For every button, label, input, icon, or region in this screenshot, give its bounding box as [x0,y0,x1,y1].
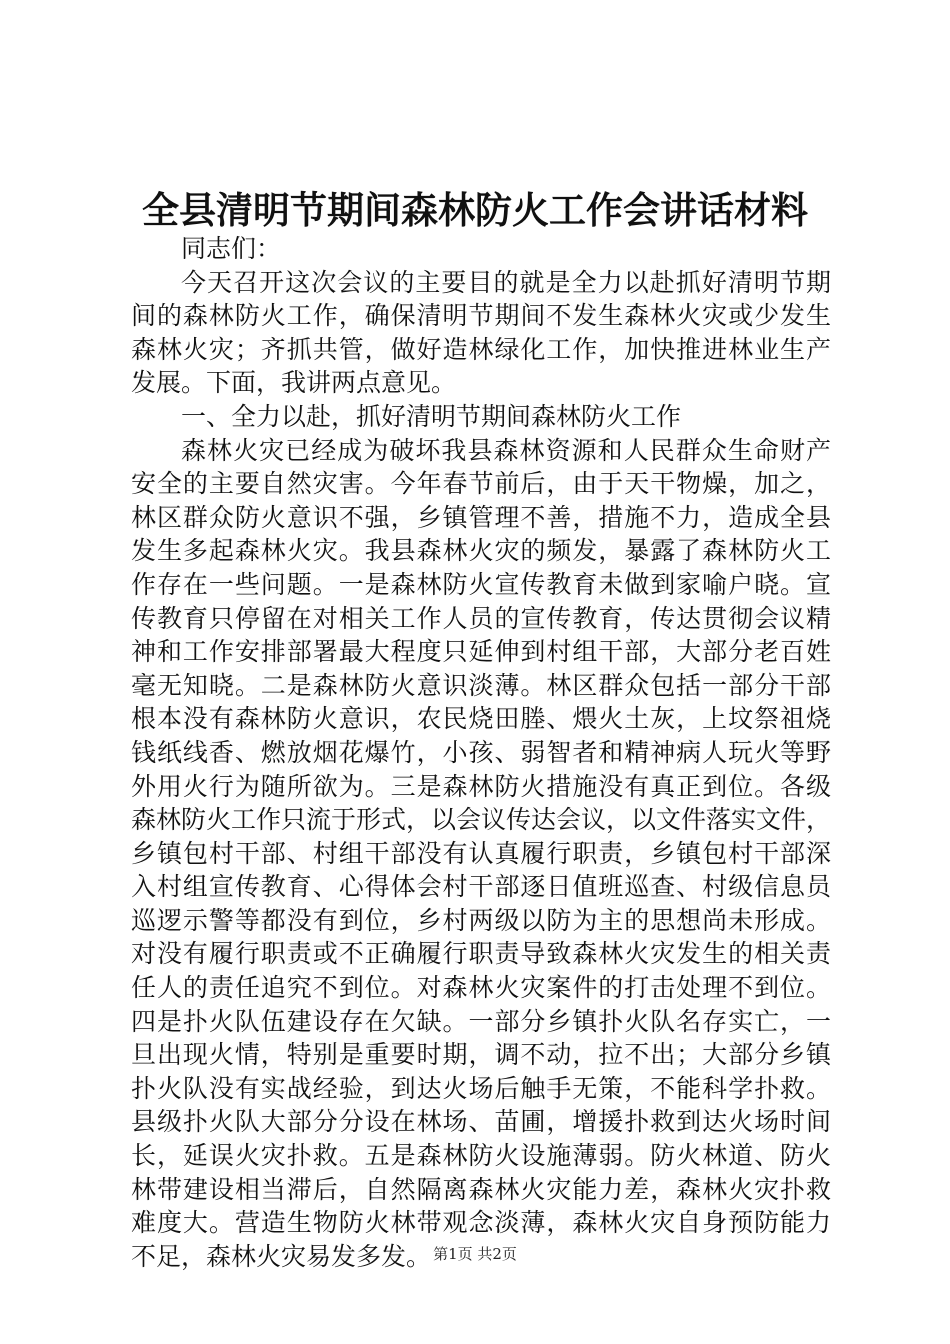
text-line: 四是扑火队伍建设存在欠缺。一部分乡镇扑火队名存实亡，一 [131,1006,831,1036]
text-line: 神和工作安排部署最大程度只延伸到村组干部，大部分老百姓 [131,637,831,667]
text-line: 传教育只停留在对相关工作人员的宣传教育，传达贯彻会议精 [131,603,831,633]
text-line: 扑火队没有实战经验，到达火场后触手无策，不能科学扑救。 [131,1073,831,1103]
text-line: 林区群众防火意识不强，乡镇管理不善，措施不力，造成全县 [131,502,831,532]
text-line: 长，延误火灾扑救。五是森林防火设施薄弱。防火林道、防火 [131,1141,831,1171]
text-line: 安全的主要自然灾害。今年春节前后，由于天干物燥，加之， [131,469,831,499]
text-line: 任人的责任追究不到位。对森林火灾案件的打击处理不到位。 [131,973,831,1003]
text-line: 不足，森林火灾易发多发。 [131,1241,432,1271]
text-line: 林带建设相当滞后，自然隔离森林火灾能力差，森林火灾扑救 [131,1174,831,1204]
text-line: 同志们： [181,234,282,263]
page-footer: 第1页 共2页 [433,1245,517,1263]
document-body [131,232,831,1273]
text-line: 根本没有森林防火意识，农民烧田塍、煨火土灰，上坟祭祖烧 [131,704,831,734]
text-line: 难度大。营造生物防火林带观念淡薄，森林火灾自身预防能力 [131,1208,831,1238]
text-line: 外用火行为随所欲为。三是森林防火措施没有真正到位。各级 [131,771,831,801]
text-line: 乡镇包村干部、村组干部没有认真履行职责，乡镇包村干部深 [131,838,831,868]
text-line: 一、全力以赴，抓好清明节期间森林防火工作 [181,401,682,431]
text-line: 森林防火工作只流于形式，以会议传达会议，以文件落实文件， [131,805,832,835]
text-line: 今天召开这次会议的主要目的就是全力以赴抓好清明节期 [181,267,831,297]
text-line: 发生多起森林火灾。我县森林火灾的频发，暴露了森林防火工 [131,536,831,566]
text-line: 入村组宣传教育、心得体会村干部逐日值班巡查、村级信息员 [131,872,831,902]
text-line: 对没有履行职责或不正确履行职责导致森林火灾发生的相关责 [131,939,831,969]
text-line: 钱纸线香、燃放烟花爆竹，小孩、弱智者和精神病人玩火等野 [131,737,831,767]
text-line: 森林火灾；齐抓共管，做好造林绿化工作，加快推进林业生产 [131,334,831,364]
text-line: 县级扑火队大部分分设在林场、苗圃，增援扑救到达火场时间 [131,1107,831,1137]
text-line: 巡逻示警等都没有到位，乡村两级以防为主的思想尚未形成。 [131,905,831,935]
text-line: 森林火灾已经成为破坏我县森林资源和人民群众生命财产 [181,435,831,465]
page-title: 全县清明节期间森林防火工作会讲话材料 [142,189,808,232]
text-line: 间的森林防火工作，确保清明节期间不发生森林火灾或少发生 [131,301,831,331]
text-line: 作存在一些问题。一是森林防火宣传教育未做到家喻户晓。宣 [131,569,831,599]
text-line: 旦出现火情，特别是重要时期，调不动，拉不出；大部分乡镇 [131,1040,831,1070]
text-line: 毫无知晓。二是森林防火意识淡薄。林区群众包括一部分干部 [131,670,831,700]
text-line: 发展。下面，我讲两点意见。 [131,368,457,398]
